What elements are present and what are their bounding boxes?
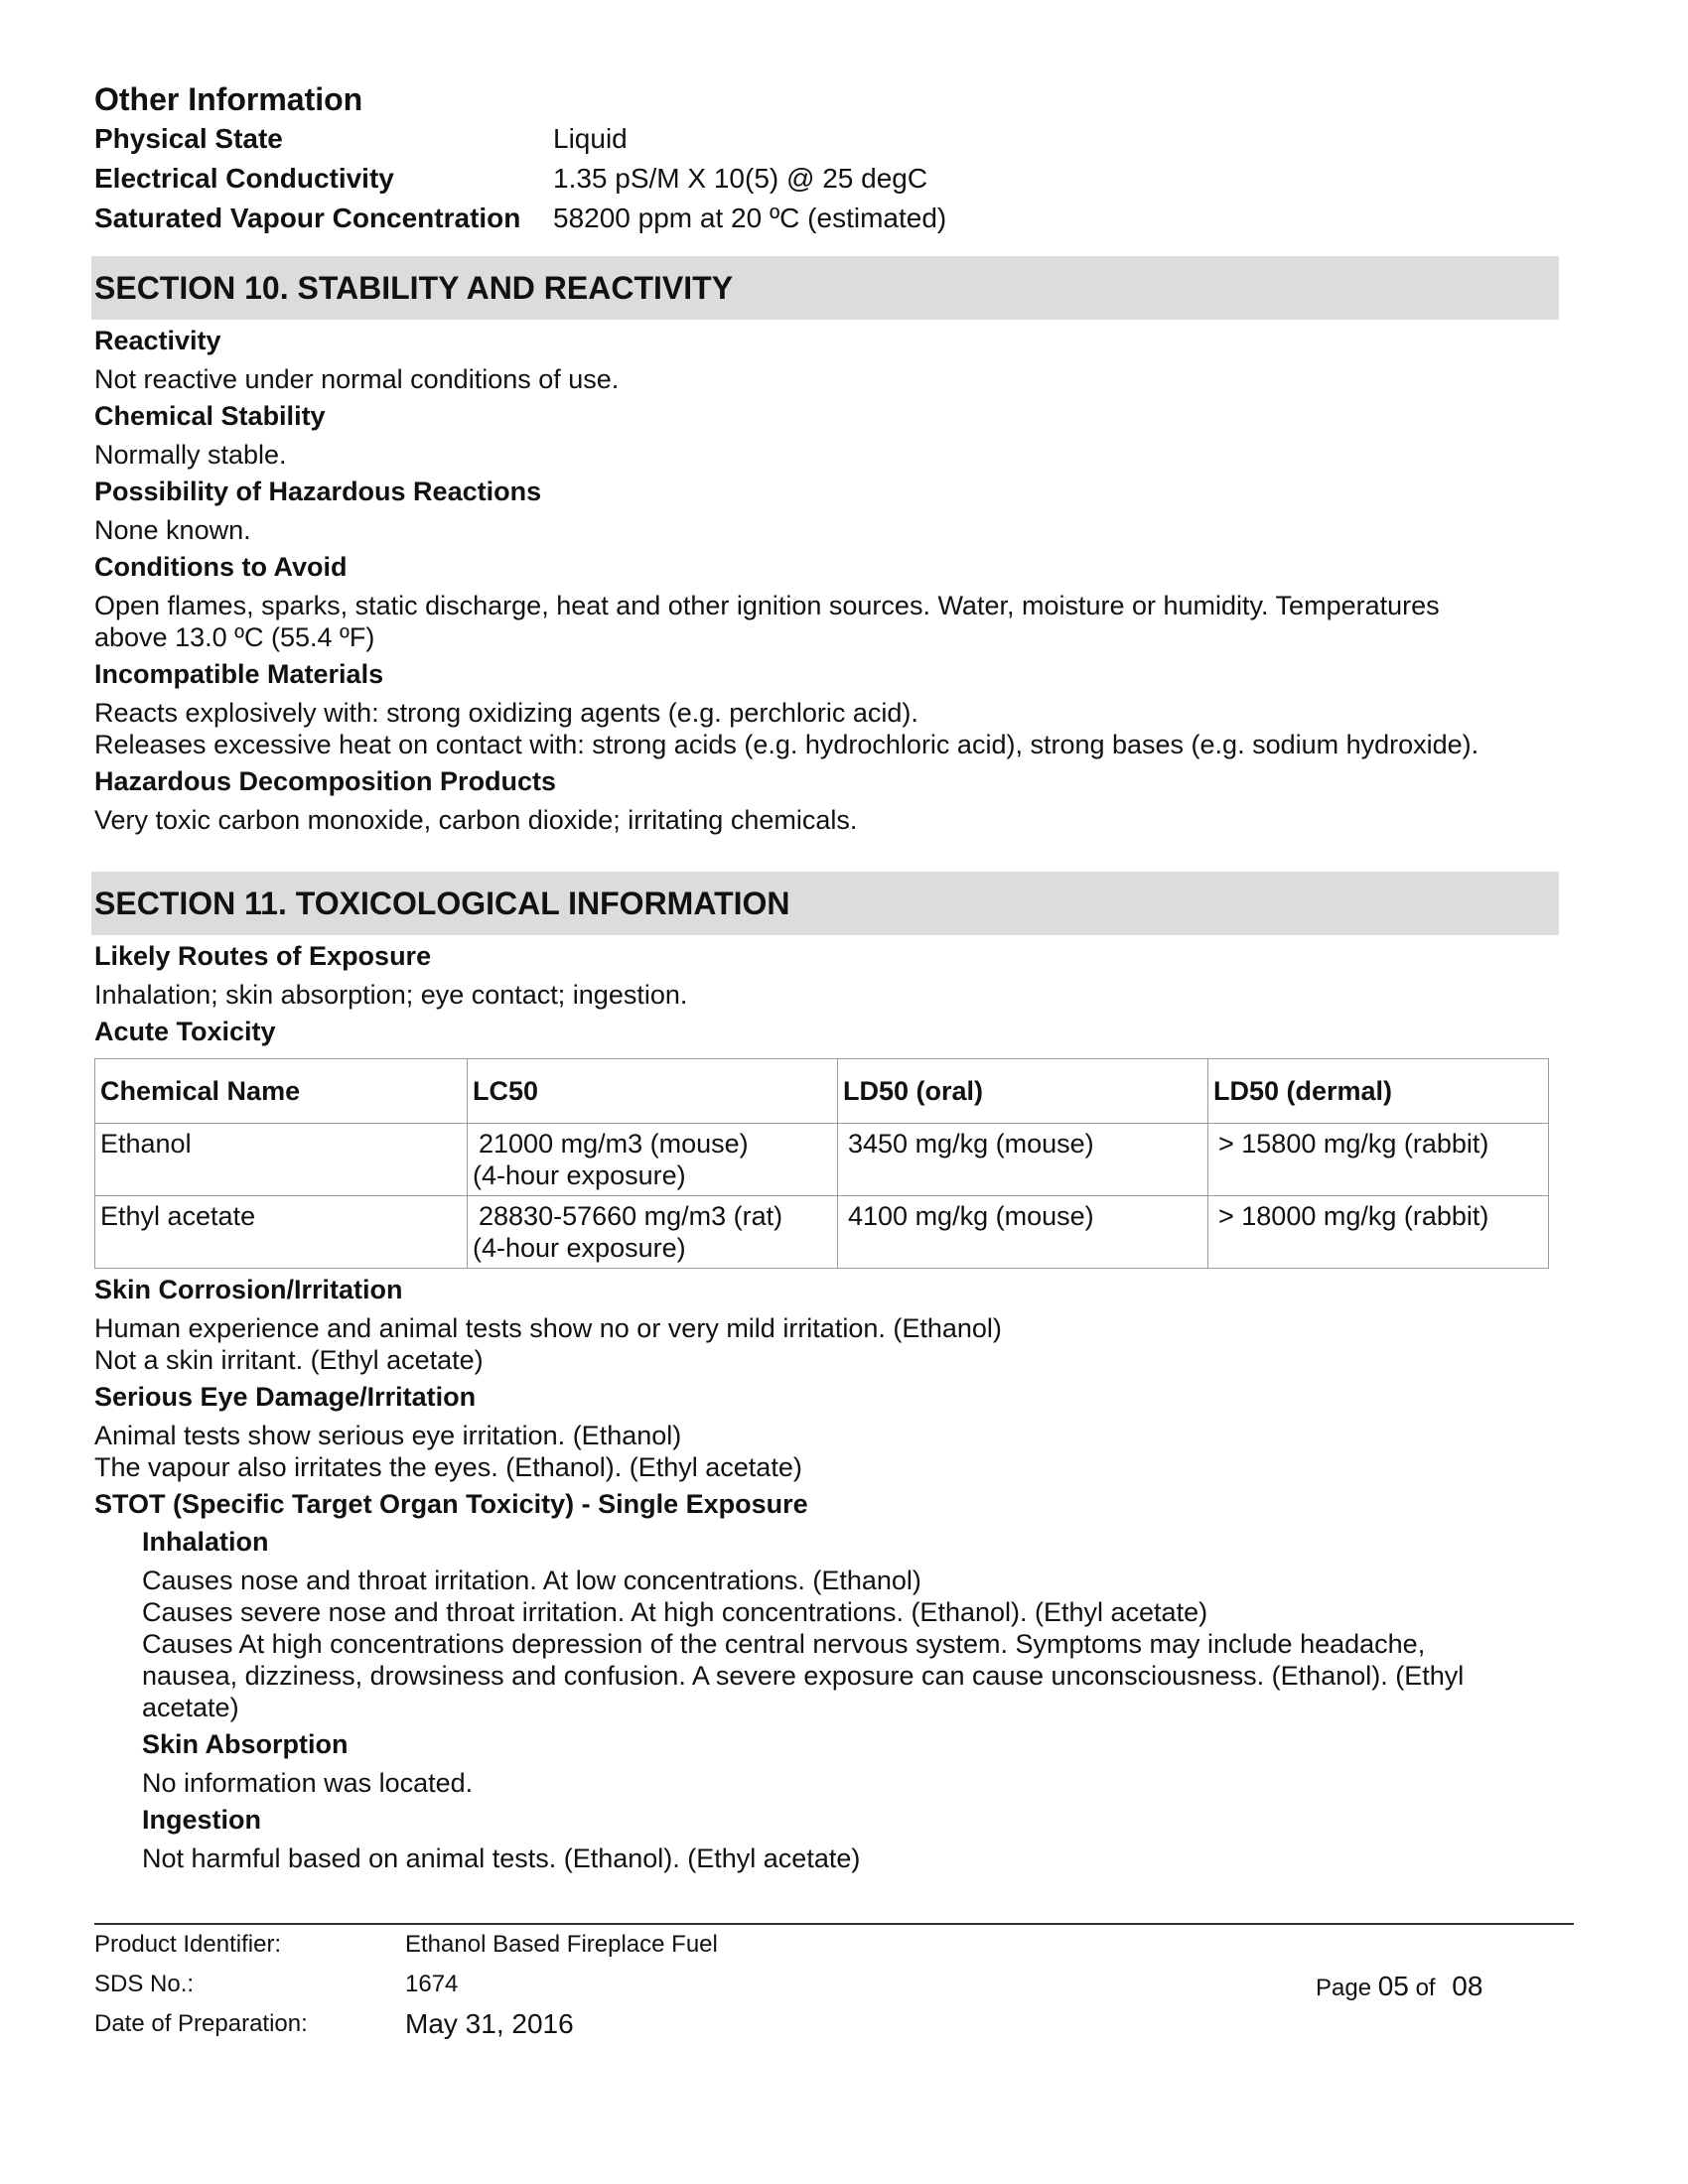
table-cell: Ethanol: [95, 1124, 468, 1196]
sds-number-value: 1674: [405, 1971, 459, 1997]
table-header-row: [95, 1059, 1549, 1124]
kv-label: Electrical Conductivity: [94, 163, 394, 194]
text-line: nausea, dizziness, drowsiness and confusion. A severe exposure can cause unconsciousness. (Ethanol). (Ethyl: [142, 1661, 1465, 1691]
page-current: 05: [1377, 1971, 1409, 2001]
text-line: Reacts explosively with: strong oxidizing agents (e.g. perchloric acid).: [94, 698, 918, 728]
eye-damage-text: [94, 1420, 1549, 1483]
date-of-preparation-label: Date of Preparation:: [94, 2010, 308, 2037]
page-label: Page: [1316, 1975, 1372, 2001]
kv-value: Liquid: [553, 123, 628, 154]
page-of: of: [1415, 1975, 1436, 2001]
table-cell: > 18000 mg/kg (rabbit): [1208, 1196, 1549, 1269]
cell-line: (4-hour exposure): [473, 1233, 686, 1263]
table-cell: Ethyl acetate: [95, 1196, 468, 1269]
kv-value: 58200 ppm at 20 ºC (estimated): [553, 203, 947, 233]
acute-toxicity-table: [94, 1058, 1549, 1269]
text-line: Not reactive under normal conditions of use.: [94, 364, 620, 394]
cell-line: (4-hour exposure): [473, 1160, 686, 1190]
page-number: [1316, 1971, 1482, 2002]
table-cell: > 15800 mg/kg (rabbit): [1208, 1124, 1549, 1196]
kv-row: [94, 119, 1549, 159]
footer-divider: [94, 1923, 1574, 1925]
acute-toxicity-heading: Acute Toxicity: [94, 1017, 276, 1046]
skin-corrosion-heading: Skin Corrosion/Irritation: [94, 1275, 403, 1304]
decomposition-products-heading: Hazardous Decomposition Products: [94, 766, 557, 796]
skin-absorption-heading: Skin Absorption: [142, 1729, 349, 1759]
sds-number-label: SDS No.:: [94, 1971, 195, 1997]
incompatible-materials-heading: Incompatible Materials: [94, 659, 384, 689]
text-line: acetate): [142, 1693, 239, 1722]
column-header: LC50: [468, 1059, 838, 1124]
stot-heading: STOT (Specific Target Organ Toxicity) - Single Exposure: [94, 1489, 808, 1519]
conditions-to-avoid-heading: Conditions to Avoid: [94, 552, 348, 582]
text-line: Animal tests show serious eye irritation. (Ethanol): [94, 1421, 682, 1450]
table-cell: [468, 1124, 838, 1196]
chemical-stability-text: [94, 439, 1549, 471]
conditions-to-avoid-text: [94, 590, 1549, 653]
table-row: [95, 1196, 1549, 1269]
page-total: 08: [1452, 1971, 1483, 2001]
routes-heading: Likely Routes of Exposure: [94, 941, 432, 971]
other-information-title: Other Information: [94, 81, 363, 117]
kv-row: [94, 159, 1549, 199]
date-of-preparation-value: May 31, 2016: [405, 2008, 574, 2039]
section-10-header: SECTION 10. STABILITY AND REACTIVITY: [91, 256, 1559, 320]
column-header: LD50 (dermal): [1208, 1059, 1549, 1124]
hazardous-reactions-heading: Possibility of Hazardous Reactions: [94, 477, 542, 506]
column-header: Chemical Name: [95, 1059, 468, 1124]
skin-absorption-text: No information was located.: [142, 1768, 474, 1798]
table-cell: [468, 1196, 838, 1269]
text-line: Causes At high concentrations depression of the central nervous system. Symptoms may include headache,: [142, 1629, 1426, 1659]
table-row: [95, 1124, 1549, 1196]
table-cell: 4100 mg/kg (mouse): [838, 1196, 1208, 1269]
product-identifier-label: Product Identifier:: [94, 1931, 282, 1958]
column-header: LD50 (oral): [838, 1059, 1208, 1124]
chemical-stability-heading: Chemical Stability: [94, 401, 326, 431]
reactivity-text: [94, 363, 1549, 395]
section-11-header: SECTION 11. TOXICOLOGICAL INFORMATION: [91, 872, 1559, 935]
text-line: The vapour also irritates the eyes. (Ethanol). (Ethyl acetate): [94, 1452, 802, 1482]
kv-row: [94, 199, 1549, 238]
table-cell: 3450 mg/kg (mouse): [838, 1124, 1208, 1196]
hazardous-reactions-text: [94, 514, 1549, 546]
eye-damage-heading: Serious Eye Damage/Irritation: [94, 1382, 477, 1412]
text-line: Open flames, sparks, static discharge, heat and other ignition sources. Water, moisture or humidity. Temperatures: [94, 591, 1440, 620]
text-line: Causes nose and throat irritation. At low concentrations. (Ethanol): [142, 1566, 921, 1595]
incompatible-materials-text: [94, 697, 1549, 760]
stot-subsections: [94, 1525, 1549, 1874]
inhalation-heading: Inhalation: [142, 1527, 269, 1557]
cell-line: 21000 mg/m3 (mouse): [479, 1129, 749, 1159]
text-line: Not a skin irritant. (Ethyl acetate): [94, 1345, 484, 1375]
sds-page: [94, 79, 1549, 1876]
text-line: Releases excessive heat on contact with: strong acids (e.g. hydrochloric acid), strong bases (e.g. sodium hydroxide).: [94, 730, 1479, 759]
kv-label: Physical State: [94, 123, 283, 154]
product-identifier-value: Ethanol Based Fireplace Fuel: [405, 1931, 718, 1958]
text-line: Causes severe nose and throat irritation. At high concentrations. (Ethanol). (Ethyl acetate): [142, 1597, 1208, 1627]
decomposition-products-text: [94, 804, 1549, 836]
text-line: Normally stable.: [94, 440, 287, 470]
cell-line: 28830-57660 mg/m3 (rat): [479, 1201, 783, 1231]
text-line: above 13.0 ºC (55.4 ºF): [94, 622, 375, 652]
ingestion-heading: Ingestion: [142, 1805, 261, 1835]
kv-label: Saturated Vapour Concentration: [94, 203, 521, 233]
reactivity-heading: Reactivity: [94, 326, 221, 355]
inhalation-text: [142, 1565, 1549, 1723]
kv-value: 1.35 pS/M X 10(5) @ 25 degC: [553, 163, 928, 194]
skin-corrosion-text: [94, 1312, 1549, 1376]
ingestion-text: Not harmful based on animal tests. (Ethanol). (Ethyl acetate): [142, 1843, 861, 1873]
routes-text: Inhalation; skin absorption; eye contact; ingestion.: [94, 980, 688, 1010]
text-line: Very toxic carbon monoxide, carbon dioxide; irritating chemicals.: [94, 805, 858, 835]
text-line: Human experience and animal tests show no or very mild irritation. (Ethanol): [94, 1313, 1002, 1343]
text-line: None known.: [94, 515, 251, 545]
